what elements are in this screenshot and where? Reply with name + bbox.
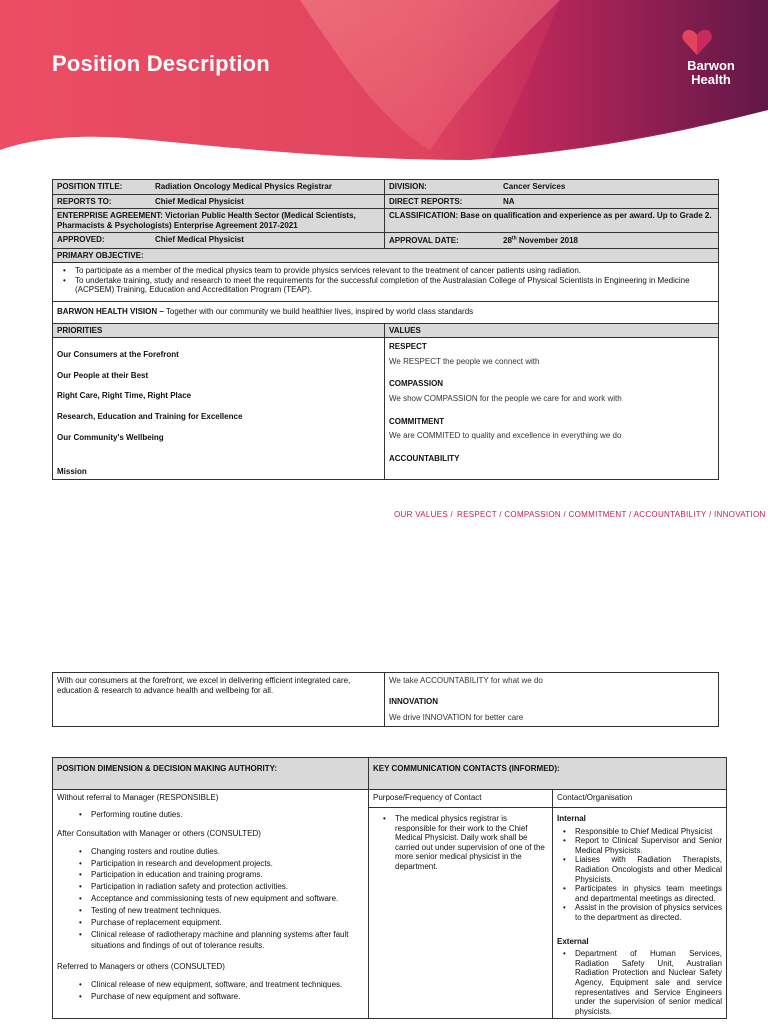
mission-label: Mission: [57, 466, 87, 476]
logo-line-1: Barwon: [687, 58, 735, 73]
list-item: • The medical physics registrar is responsible for their work to the Chief Medical Physicist. Daily work shall be carried out under supervision of one of the more senior medical physicist in the department.: [377, 814, 548, 872]
responsible-label: Without referral to Manager (RESPONSIBLE): [57, 793, 219, 802]
mission-values-table: [52, 672, 719, 727]
division-label: DIVISION:: [389, 182, 427, 191]
our-values-strip: [388, 503, 766, 527]
list-item: • Responsible to Chief Medical Physicist: [557, 827, 722, 837]
table-row: [53, 302, 719, 324]
approval-date-cell: [385, 233, 719, 248]
vision-label: BARWON HEALTH VISION –: [57, 307, 164, 316]
purpose-list: [377, 814, 548, 872]
contact-cell: [553, 808, 727, 1019]
heart-logo-icon: [682, 28, 712, 56]
list-item: • Testing of new treatment techniques.: [73, 905, 364, 917]
our-values-label: OUR VALUES /: [394, 510, 454, 520]
approval-date-day: 28: [503, 236, 512, 246]
priority-item: Our Community's Wellbeing: [57, 432, 164, 442]
consulted-label: After Consultation with Manager or others (CONSULTED): [57, 829, 261, 839]
priority-item: Right Care, Right Time, Right Place: [57, 391, 192, 401]
priorities-header: PRIORITIES: [53, 323, 385, 338]
reports-to-label: REPORTS TO:: [57, 196, 112, 206]
authority-cell: [53, 790, 369, 1019]
position-title-cell: [53, 180, 385, 195]
list-item: • To undertake training, study and research to meet the requirements for the successful completion of the Australasian College of Physical Scientists in Engineering in Medicine (ACPSEM) Training, Education and Accreditation Program (TEAP).: [57, 276, 714, 295]
value-head: INNOVATION: [389, 696, 439, 706]
list-item: • Clinical release of new equipment, software, and treatment techniques.: [73, 979, 364, 991]
list-item: • Participation in radiation safety and protection activities.: [73, 881, 364, 893]
value-text: We show COMPASSION for the people we care for and work with: [389, 393, 622, 403]
priorities-cell: [53, 338, 385, 480]
internal-list: [557, 827, 722, 923]
value-head: ACCOUNTABILITY: [389, 453, 460, 463]
purpose-header: Purpose/Frequency of Contact: [369, 790, 553, 808]
banner-graphic: [0, 0, 768, 162]
objectives-list: [57, 266, 714, 295]
list-item: • Participates in physics team meetings and departmental meetings as directed.: [557, 884, 722, 903]
table-row: [53, 194, 719, 209]
header-banner: [0, 0, 768, 162]
authority-header: POSITION DIMENSION & DECISION MAKING AUTHORITY:: [53, 758, 369, 790]
list-item: • Purchase of replacement equipment.: [73, 917, 364, 929]
list-item: • Department of Human Services, Radiation Safety Unit, Australian Radiation Protection and Nuclear Safety Agency, Equipment sale and service representatives and Service Engineers under the supervision of senior medical physicists.: [557, 949, 722, 1016]
list-item: • Purchase of new equipment and software.: [73, 991, 364, 1003]
purpose-cell: [369, 808, 553, 1019]
enterprise-agreement-cell: ENTERPRISE AGREEMENT: Victorian Public Health Sector (Medical Scientists, Pharmacists & Psychologists) Enterprise Agreement 2017-2021: [53, 209, 385, 233]
reports-to-cell: [53, 194, 385, 209]
list-item: • Participation in research and development projects.: [73, 858, 364, 870]
table-row: [53, 180, 719, 195]
barwon-health-logo: [682, 28, 742, 92]
table-row: [53, 248, 719, 263]
responsible-list: [73, 810, 364, 820]
table-row: [53, 758, 727, 790]
logo-text: [682, 59, 740, 87]
table-row: [53, 233, 719, 248]
position-title-label: POSITION TITLE:: [57, 182, 123, 191]
list-item: • Participation in education and training programs.: [73, 869, 364, 881]
table-row: [53, 790, 727, 808]
approved-cell: [53, 233, 385, 248]
value-text: We take ACCOUNTABILITY for what we do: [389, 676, 543, 685]
contacts-header: KEY COMMUNICATION CONTACTS (INFORMED):: [369, 758, 727, 790]
contact-header: Contact/Organisation: [553, 790, 727, 808]
referred-label: Referred to Managers or others (CONSULTED): [57, 962, 225, 972]
logo-line-2: Health: [691, 72, 731, 87]
table-row: [53, 263, 719, 302]
referred-list: [73, 979, 364, 1003]
list-item: • Liaises with Radiation Therapists, Radiation Oncologists and other Medical Physicists.: [557, 855, 722, 884]
priority-item: Our Consumers at the Forefront: [57, 350, 179, 360]
list-item: • To participate as a member of the medical physics team to provide physics services relevant to the treatment of cancer patients using radiation.: [57, 266, 714, 276]
approved-value: Chief Medical Physicist: [155, 235, 244, 245]
vision-cell: [53, 302, 719, 324]
table-row: [53, 338, 719, 480]
list-item: • Report to Clinical Supervisor and Senior Medical Physicists.: [557, 836, 722, 855]
reports-to-value: Chief Medical Physicist: [155, 196, 244, 206]
position-details-table: [52, 179, 719, 480]
direct-reports-value: NA: [503, 196, 515, 206]
list-item: • Assist in the provision of physics services to the department as directed.: [557, 903, 722, 922]
direct-reports-label: DIRECT REPORTS:: [389, 196, 463, 206]
approval-date-label: APPROVAL DATE:: [389, 236, 459, 246]
priority-item: Our People at their Best: [57, 370, 149, 380]
value-head: COMPASSION: [389, 379, 444, 389]
our-values-list: RESPECT / COMPASSION / COMMITMENT / ACCOUNTABILITY / INNOVATION: [457, 510, 766, 520]
list-item: • Acceptance and commissioning tests of new equipment and software.: [73, 893, 364, 905]
values-cell: [385, 338, 719, 480]
division-cell: [385, 180, 719, 195]
list-item: • Performing routine duties.: [73, 810, 364, 820]
approval-date-suffix: th: [511, 235, 517, 242]
external-list: [557, 949, 722, 1016]
value-head: RESPECT: [389, 342, 427, 352]
approval-date-value: [503, 236, 578, 245]
vision-text: Together with our community we build healthier lives, inspired by world class standards: [163, 307, 474, 316]
values-continued-cell: [385, 673, 719, 727]
primary-objective-label: PRIMARY OBJECTIVE:: [53, 248, 719, 263]
consulted-list: [73, 846, 364, 952]
external-label: External: [557, 936, 589, 946]
value-text: We RESPECT the people we connect with: [389, 356, 540, 366]
values-header: VALUES: [385, 323, 719, 338]
mission-text-cell: With our consumers at the forefront, we excel in delivering efficient integrated care, education & research to advance health and wellbeing for all.: [53, 673, 385, 727]
value-head: COMMITMENT: [389, 416, 445, 426]
table-row: [53, 673, 719, 727]
page-title: Position Description: [52, 51, 270, 76]
approved-label: APPROVED:: [57, 235, 105, 245]
position-title-value: Radiation Oncology Medical Physics Registrar: [155, 182, 332, 191]
internal-label: Internal: [557, 814, 586, 823]
authority-table: [52, 757, 727, 1019]
table-row: [53, 209, 719, 233]
approval-date-rest: November 2018: [516, 236, 579, 246]
objectives-cell: [53, 263, 719, 302]
list-item: • Clinical release of radiotherapy machine and planning systems after fault situations and findings of out of tolerance results.: [73, 929, 364, 953]
division-value: Cancer Services: [503, 182, 566, 191]
list-item: • Changing rosters and routine duties.: [73, 846, 364, 858]
value-text: We drive INNOVATION for better care: [389, 713, 524, 723]
table-row: [53, 323, 719, 338]
direct-reports-cell: [385, 194, 719, 209]
value-text: We are COMMITED to quality and excellence in everything we do: [389, 431, 622, 441]
priority-item: Research, Education and Training for Excellence: [57, 411, 243, 421]
classification-cell: CLASSIFICATION: Base on qualification and experience as per award. Up to Grade 2.: [385, 209, 719, 233]
